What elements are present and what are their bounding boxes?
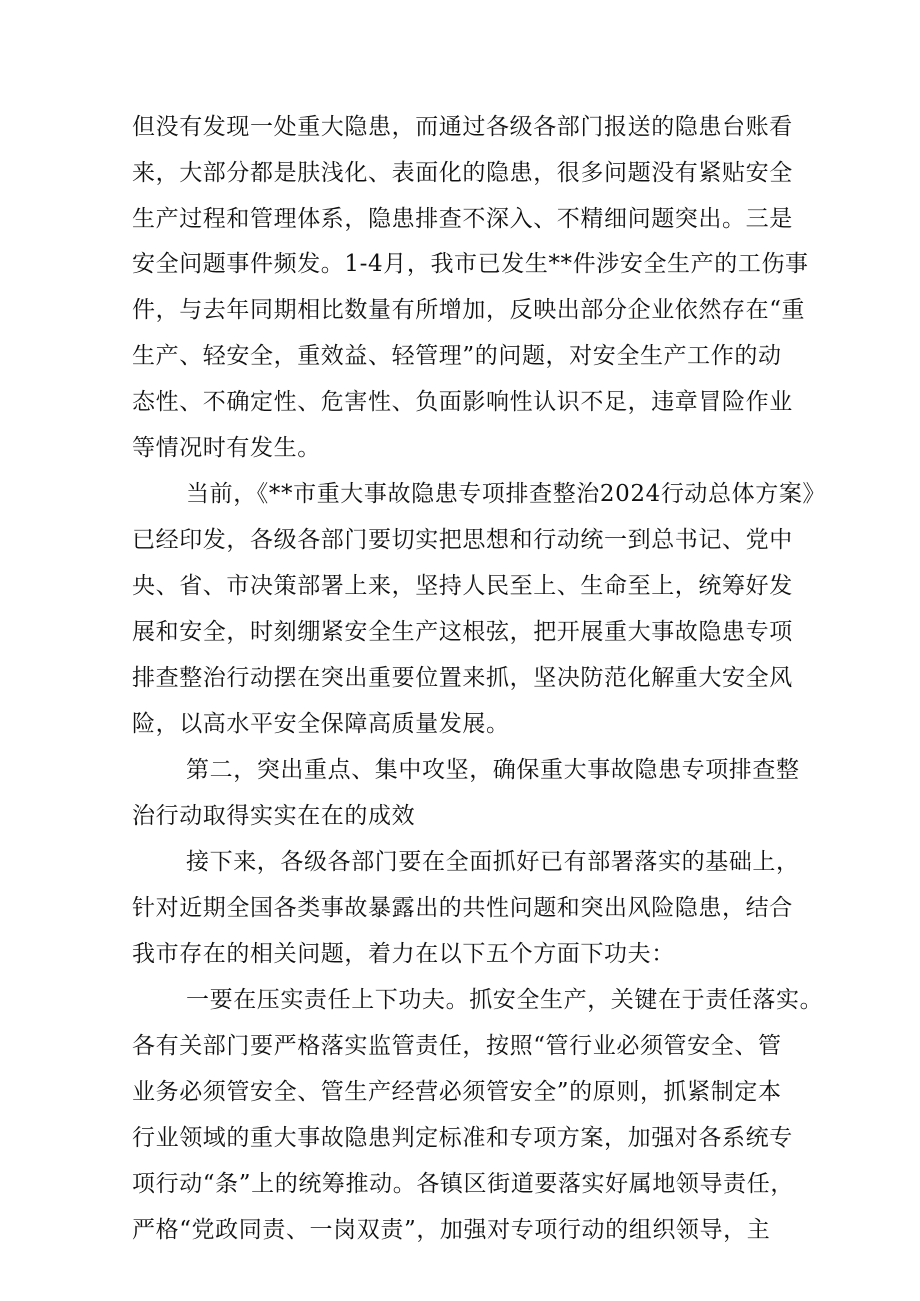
paragraph-line: 当前，《**市重大事故隐患专项排查整治2024行动总体方案》	[186, 481, 827, 507]
paragraph-line: 等情况时有发生。	[132, 435, 321, 461]
paragraph-line: 接下来，各级各部门要在全面抓好已有部署落实的基础上，	[186, 849, 800, 875]
paragraph-line: 生产过程和管理体系，隐患排查不深入、不精细问题突出。三是	[132, 206, 793, 232]
paragraph-line: 一要在压实责任上下功夫。抓安全生产，关键在于责任落实。	[186, 987, 824, 1013]
paragraph-line: 生产、轻安全，重效益、轻管理”的问题，对安全生产工作的动	[132, 343, 782, 369]
section-heading-line: 治行动取得实实在在的成效	[132, 803, 416, 829]
paragraph-line: 险，以高水平安全保障高质量发展。	[132, 711, 510, 737]
paragraph-line: 项行动“条”上的统筹推动。各镇区街道要落实好属地领导责任，	[132, 1171, 794, 1197]
paragraph-line: 展和安全，时刻绷紧安全生产这根弦，把开展重大事故隐患专项	[132, 619, 793, 645]
paragraph-line: 业务必须管安全、管生产经营必须管安全”的原则，抓紧制定本	[132, 1079, 782, 1105]
paragraph-line: 行业领域的重大事故隐患判定标准和专项方案，加强对各系统专	[132, 1125, 793, 1151]
paragraph-line: 严格“党政同责、一岗双责”，加强对专项行动的组织领导，主	[132, 1217, 771, 1243]
paragraph-line: 态性、不确定性、危害性、负面影响性认识不足，违章冒险作业	[132, 389, 793, 415]
paragraph-line: 央、省、市决策部署上来，坚持人民至上、生命至上，统筹好发	[132, 573, 793, 599]
section-heading-line: 第二，突出重点、集中攻坚，确保重大事故隐患专项排查整	[186, 757, 800, 783]
paragraph-line: 但没有发现一处重大隐患，而通过各级各部门报送的隐患台账看	[132, 114, 793, 140]
paragraph-line: 各有关部门要严格落实监管责任，按照“管行业必须管安全、管	[132, 1033, 782, 1059]
paragraph-line: 件，与去年同期相比数量有所增加，反映出部分企业依然存在“重	[132, 297, 806, 323]
paragraph-line: 排查整治行动摆在突出重要位置来抓，坚决防范化解重大安全风	[132, 665, 793, 691]
paragraph-line: 已经印发，各级各部门要切实把思想和行动统一到总书记、党中	[132, 527, 793, 553]
paragraph-line: 安全问题事件频发。1-4月，我市已发生**件涉安全生产的工伤事	[132, 251, 809, 277]
paragraph-line: 来，大部分都是肤浅化、表面化的隐患，很多问题没有紧贴安全	[132, 160, 793, 186]
paragraph-line: 我市存在的相关问题，着力在以下五个方面下功夫：	[132, 941, 675, 967]
paragraph-line: 针对近期全国各类事故暴露出的共性问题和突出风险隐患，结合	[132, 895, 793, 921]
